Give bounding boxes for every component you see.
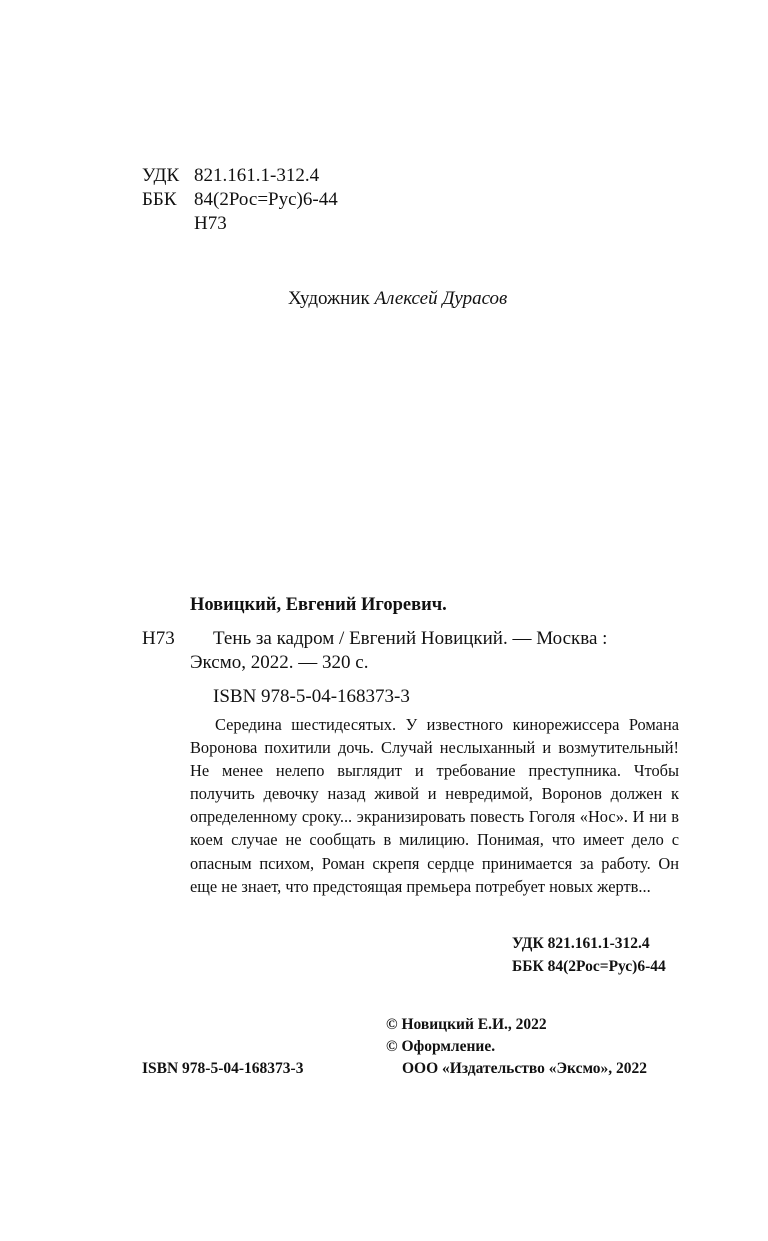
record-bbk: ББК 84(2Рос=Рус)6-44 bbox=[512, 958, 666, 975]
annotation: Середина шестидесятых. У известного кинорежиссера Романа Воронова похитили дочь. Случай неслыханный и возмутительный! Не менее нелепо выглядит и требование преступника. Чтобы получить девочку назад живой и невредимой, Воронов должен к определенному сроку... экранизировать повесть Гоголя «Нос». И ни в коем случае не сообщать в милицию. Понимая, что имеет дело с опасным психом, Роман скрепя сердце принимается за работу. Он еще не знает, что предстоящая премьера потребует новых жертв... bbox=[190, 715, 679, 896]
title-line-1: Тень за кадром / Евгений Новицкий. — Москва : bbox=[213, 628, 608, 649]
record-udk: УДК 821.161.1-312.4 bbox=[512, 935, 650, 952]
udk-value: 821.161.1-312.4 bbox=[194, 165, 320, 186]
artist-prefix: Художник bbox=[288, 288, 370, 309]
bbk-label: ББК bbox=[142, 189, 177, 210]
author-heading: Новицкий, Евгений Игоревич. bbox=[190, 595, 447, 615]
title-line-2: Эксмо, 2022. — 320 с. bbox=[190, 652, 369, 673]
record-isbn: ISBN 978-5-04-168373-3 bbox=[213, 686, 410, 707]
copyright-publisher: ООО «Издательство «Эксмо», 2022 bbox=[402, 1060, 648, 1077]
copyright-design: © Оформление. bbox=[386, 1038, 496, 1055]
bbk-value: 84(2Рос=Рус)6-44 bbox=[194, 189, 338, 210]
artist-credit bbox=[288, 288, 507, 310]
artist-name: Алексей Дурасов bbox=[374, 288, 508, 309]
udk-label: УДК bbox=[142, 165, 180, 186]
copyright-author: © Новицкий Е.И., 2022 bbox=[386, 1016, 547, 1033]
author-mark: Н73 bbox=[194, 213, 227, 234]
footer-isbn: ISBN 978-5-04-168373-3 bbox=[142, 1060, 304, 1077]
record-author-mark: Н73 bbox=[142, 628, 175, 649]
